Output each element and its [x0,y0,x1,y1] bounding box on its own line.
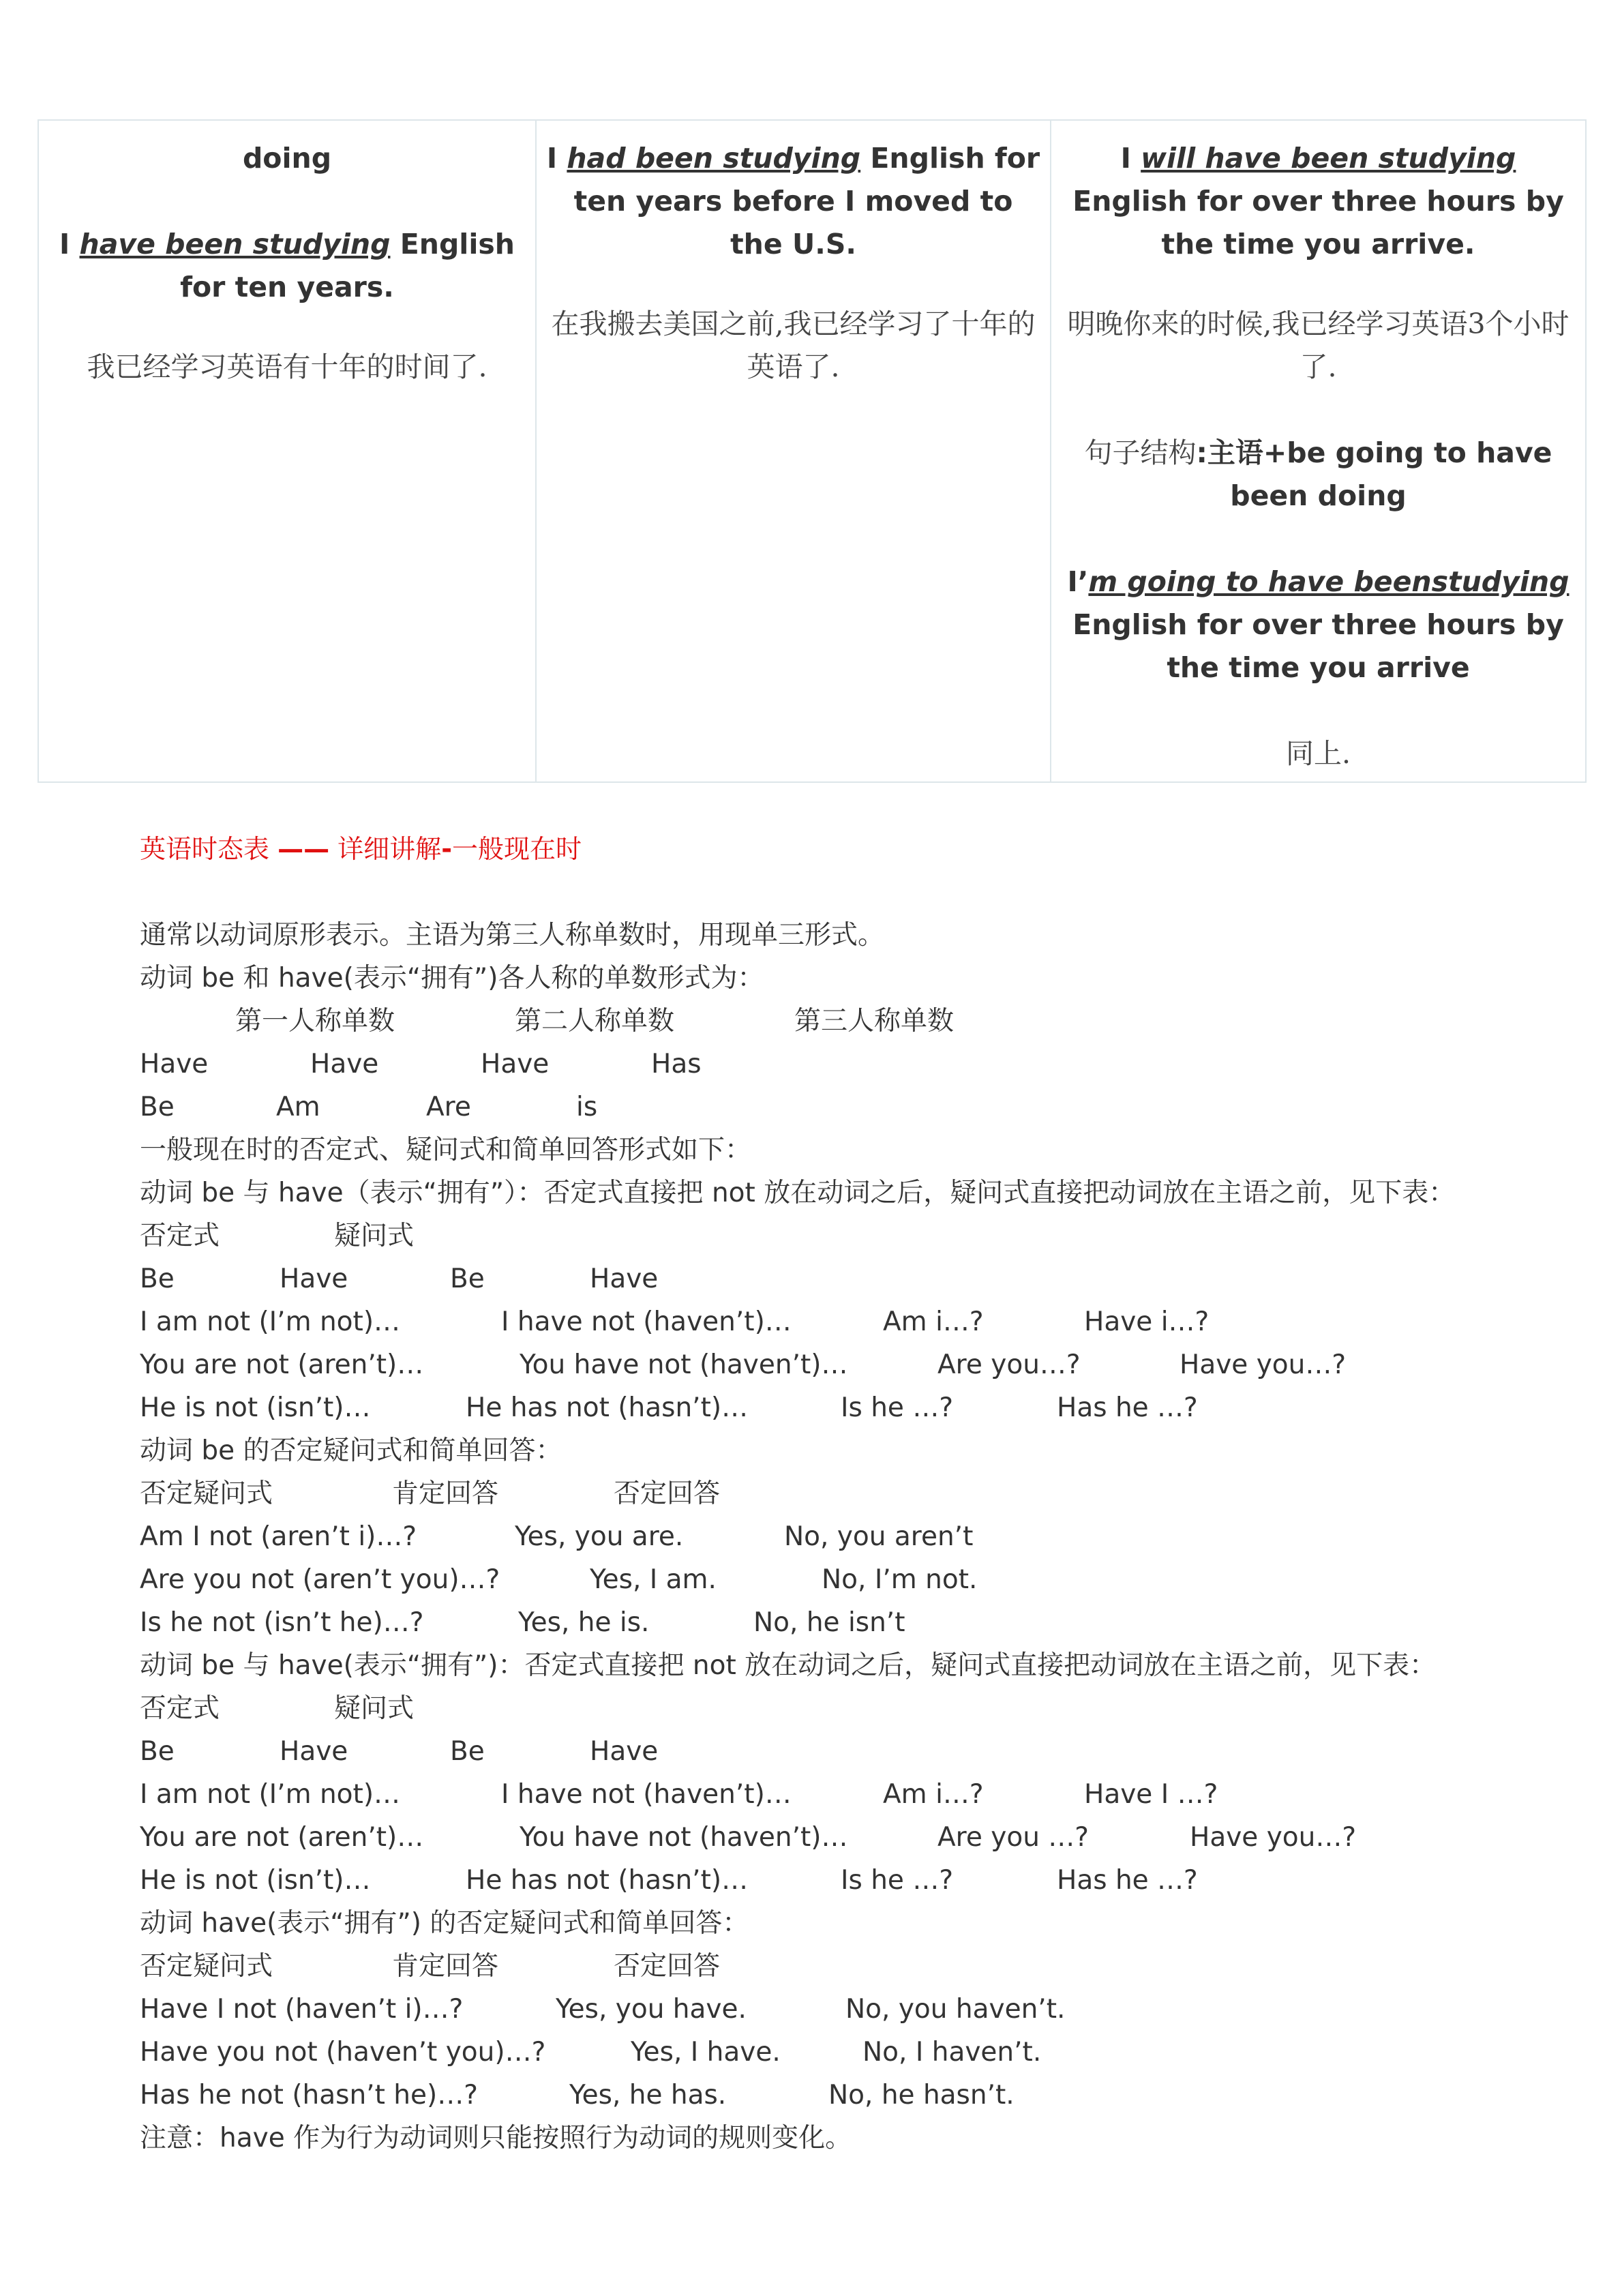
paragraph: 动词 be 的否定疑问式和简单回答： [140,1435,562,1466]
translation: 在我搬去美国之前,我已经学习了十年的英语了. [551,308,1036,383]
example-sentence-2: I’m going to have beenstudying English for over three hours by the time you arrive [1067,565,1570,684]
table-row [38,120,1586,782]
cell-heading: doing [242,142,332,175]
paragraph: 一般现在时的否定式、疑问式和简单回答形式如下： [140,1135,752,1165]
table-row: You are not (aren’t)… You have not (haven’t)… Are you…? Have you…? [140,1350,1347,1380]
row-headings: 否定疑问式 肯定回答 否定回答 [140,1478,721,1509]
translation: 我已经学习英语有十年的时间了. [87,351,487,383]
verb-phrase: have been studying [79,228,391,260]
cell-present-perfect-continuous [38,120,536,782]
verb-phrase: m going to have beenstudying [1088,565,1570,598]
paragraph: 动词 have(表示“拥有”) 的否定疑问式和简单回答： [140,1908,749,1939]
section-title: 英语时态表 —— 详细讲解-一般现在时 [140,834,582,864]
paragraph: 动词 be 和 have(表示“拥有”)各人称的单数形式为： [140,963,764,994]
cell-past-perfect-continuous [536,120,1051,782]
table-row: I am not (I’m not)… I have not (haven’t)… Am i…? Have I …? [140,1779,1218,1810]
cell-future-perfect-continuous [1051,120,1586,782]
row-headings: 否定式 疑问式 [140,1221,415,1251]
sentence-structure: 句子结构:主语+be going to have been doing [1084,436,1552,512]
body-text [140,914,1537,2160]
paragraph: 动词 be 与 have（表示“拥有”）：否定式直接把 not 放在动词之后，疑问式直接把动词放在主语之前，见下表： [140,1178,1456,1208]
table-row: He is not (isn’t)… He has not (hasn’t)… Is he …? Has he …? [140,1865,1198,1896]
table-row: Have I not (haven’t i)…? Yes, you have. No, you haven’t. [140,1994,1066,2025]
example-sentence: I have been studying English for ten years. [59,228,515,303]
table-row: Has he not (hasn’t he)…? Yes, he has. No, he hasn’t. [140,2080,1015,2111]
table-row: He is not (isn’t)… He has not (hasn’t)… Is he …? Has he …? [140,1392,1198,1423]
paragraph: 动词 be 与 have(表示“拥有”)：否定式直接把 not 放在动词之后，疑问式直接把动词放在主语之前，见下表： [140,1650,1437,1681]
paragraph: 通常以动词原形表示。主语为第三人称单数时，用现单三形式。 [140,920,885,951]
verb-phrase: will have been studying [1141,142,1516,175]
row-headings: 第一人称单数 第二人称单数 第三人称单数 [235,1006,955,1037]
table-row: Am I not (aren’t i)…? Yes, you are. No, you aren’t [140,1521,974,1552]
same-as-above: 同上. [1285,737,1351,770]
table-row: Be Have Be Have [140,1736,659,1767]
table-row: Be Am Are is [140,1092,598,1122]
translation: 明晚你来的时候,我已经学习英语3个小时了. [1067,308,1570,383]
table-row: Are you not (aren’t you)…? Yes, I am. No, I’m not. [140,1564,978,1595]
row-headings: 否定式 疑问式 [140,1693,415,1724]
example-sentence: I will have been studying English for over three hours by the time you arrive. [1072,142,1564,260]
example-sentence: I had been studying English for ten years before I moved to the U.S. [546,142,1040,260]
table-row: Be Have Be Have [140,1264,659,1294]
table-row: You are not (aren’t)… You have not (haven’t)… Are you …? Have you…? [140,1822,1357,1853]
verb-phrase: had been studying [567,142,861,175]
row-headings: 否定疑问式 肯定回答 否定回答 [140,1951,721,1982]
table-row: Is he not (isn’t he)…? Yes, he is. No, he isn’t [140,1607,905,1638]
table-row: Have Have Have Has [140,1049,702,1079]
table-row: I am not (I’m not)… I have not (haven’t)… Am i…? Have i…? [140,1307,1210,1337]
table-row: Have you not (haven’t you)…? Yes, I have. No, I haven’t. [140,2037,1042,2068]
tense-table [37,119,1587,783]
note: 注意：have 作为行为动词则只能按照行为动词的规则变化。 [140,2123,852,2153]
